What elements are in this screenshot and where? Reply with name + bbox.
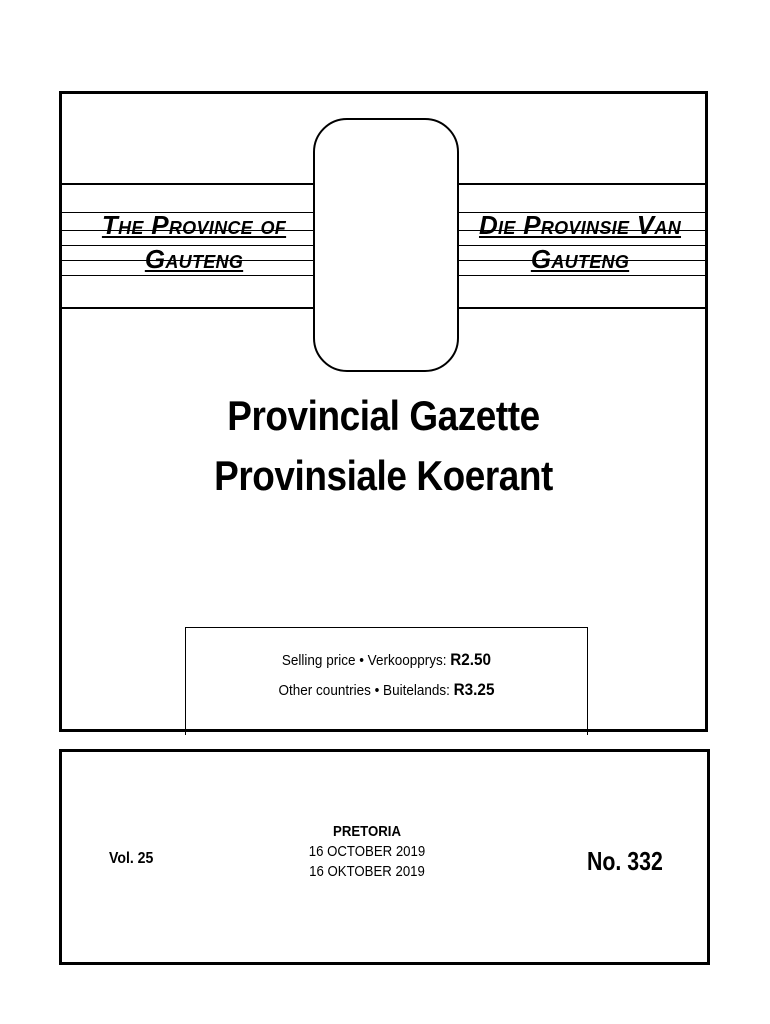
issue-number: No. 332 — [587, 846, 663, 876]
selling-price-value: R2.50 — [450, 650, 492, 669]
gazette-cover — [59, 91, 708, 732]
issue-info-box — [59, 749, 710, 965]
province-name-english — [74, 208, 314, 276]
foreign-price-label: Other countries • Buitelands: — [278, 682, 454, 699]
issue-date-english: 16 OCTOBER 2019 — [308, 843, 426, 860]
province-name-afrikaans — [460, 208, 700, 276]
province-af-line1: Die Provinsie Van — [478, 210, 682, 240]
issue-place-date — [248, 822, 486, 882]
province-en-line1: The Province of — [101, 210, 287, 240]
issue-city: PRETORIA — [333, 823, 401, 840]
volume-number: Vol. 25 — [109, 850, 154, 867]
selling-price — [206, 650, 567, 670]
foreign-price-value: R3.25 — [453, 680, 495, 699]
price-box — [185, 627, 588, 735]
foreign-price — [206, 680, 567, 700]
gazette-title-afrikaans: Provinsiale Koerant — [214, 452, 553, 499]
province-en-line2: Gauteng — [144, 244, 244, 274]
province-af-line2: Gauteng — [530, 244, 630, 274]
selling-price-label: Selling price • Verkoopprys: — [281, 652, 451, 669]
coat-of-arms-frame — [313, 118, 459, 372]
gazette-title-english: Provincial Gazette — [227, 392, 540, 439]
issue-date-afrikaans: 16 OKTOBER 2019 — [309, 863, 425, 880]
